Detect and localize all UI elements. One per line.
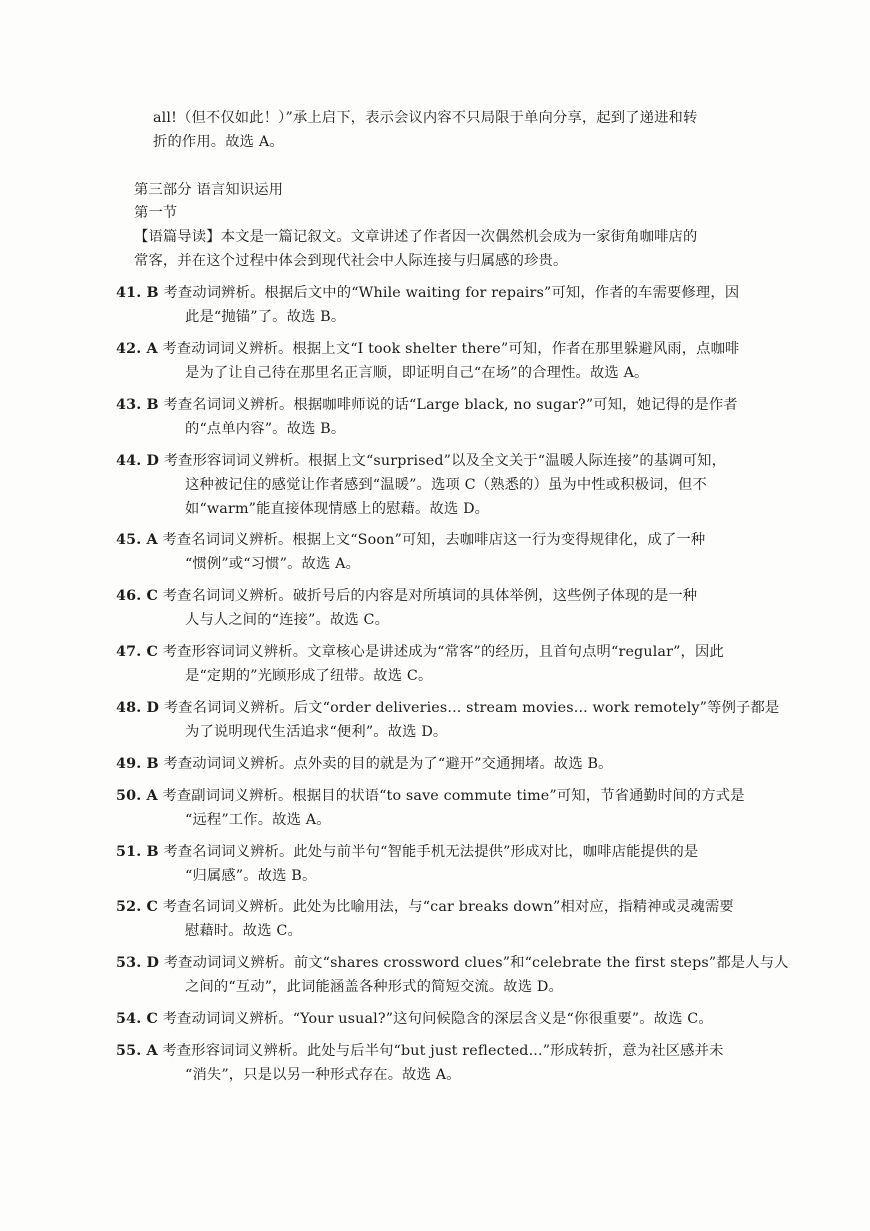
answer-48-line-2: 为了说明现代生活追求“便利”。故选 D。 (185, 724, 448, 740)
answer-43-line-2: 的“点单内容”。故选 B。 (185, 421, 346, 437)
answer-49-number: 49. B (116, 756, 159, 772)
answer-42-text: 考查动词词义辨析。根据上文“I took shelter there”可知，作者在那里躲避风雨，点咖啡 (157, 341, 740, 357)
answer-53-line-1 (116, 951, 789, 975)
answer-55-number: 55. A (116, 1043, 158, 1059)
answer-53-line-2: 之间的“互动”，此词能涵盖各种形式的简短交流。故选 D。 (185, 979, 563, 995)
answer-52-line-2: 慰藉时。故选 C。 (185, 923, 302, 939)
answer-53-number: 53. D (116, 955, 159, 971)
answer-55-text: 考查形容词词义辨析。此处与后半句“but just reflected...”形成转折，意为社区感并未 (157, 1043, 724, 1059)
answer-41-line-2: 此是“抛锚”了。故选 B。 (185, 309, 346, 325)
answer-50-line-2: “远程”工作。故选 A。 (185, 812, 331, 828)
intro-line-2: 折的作用。故选 A。 (153, 134, 284, 150)
answer-44-line-3: 如“warm”能直接体现情感上的慰藉。故选 D。 (185, 501, 490, 517)
answer-46-number: 46. C (116, 588, 158, 604)
part-title: 第三部分 语言知识运用 (134, 182, 284, 198)
answer-53-text: 考查动词词义辨析。前文“shares crossword clues”和“celebrate the first steps”都是人与人 (159, 955, 789, 971)
answer-52-number: 52. C (116, 899, 158, 915)
reading-guide-label: 【语篇导读】 (134, 229, 221, 245)
answer-45-line-2: “惯例”或“习惯”。故选 A。 (185, 556, 361, 572)
answer-55-line-1 (116, 1039, 724, 1063)
answer-41-line-1 (116, 281, 739, 305)
answer-54-text: 考查动词词义辨析。“Your usual?”这句问候隐含的深层含义是“你很重要”。故选 C。 (157, 1011, 713, 1027)
answer-54-line-1 (116, 1007, 713, 1031)
answer-51-line-2: “归属感”。故选 B。 (185, 868, 317, 884)
answer-42-line-1 (116, 337, 740, 361)
sub-title: 第一节 (134, 205, 178, 221)
answer-51-number: 51. B (116, 844, 159, 860)
answer-49-text: 考查动词词义辨析。点外卖的目的就是为了“避开”交通拥堵。故选 B。 (158, 756, 613, 772)
answer-43-line-1 (116, 393, 738, 417)
answer-43-number: 43. B (116, 397, 159, 413)
answer-51-line-1 (116, 840, 698, 864)
answer-47-line-1 (116, 640, 724, 664)
answer-44-number: 44. D (116, 453, 159, 469)
answer-48-number: 48. D (116, 700, 159, 716)
answer-41-number: 41. B (116, 285, 159, 301)
answer-48-line-1 (116, 696, 779, 720)
answer-47-text: 考查形容词词义辨析。文章核心是讲述成为“常客”的经历，且首句点明“regular”，因此 (157, 644, 724, 660)
answer-46-line-2: 人与人之间的“连接”。故选 C。 (185, 612, 390, 628)
answer-49-line-1 (116, 752, 613, 776)
answer-50-number: 50. A (116, 788, 158, 804)
answer-46-text: 考查名词词义辨析。破折号后的内容是对所填词的具体举例，这些例子体现的是一种 (157, 588, 698, 604)
answer-52-text: 考查名词词义辨析。此处为比喻用法，与“car breaks down”相对应，指精神或灵魂需要 (157, 899, 734, 915)
answer-50-line-1 (116, 784, 745, 808)
answer-41-text: 考查动词辨析。根据后文中的“While waiting for repairs”可知，作者的车需要修理，因 (158, 285, 740, 301)
answer-45-line-1 (116, 528, 705, 552)
reading-guide-line-1 (134, 225, 697, 249)
answer-46-line-1 (116, 584, 697, 608)
reading-guide-line-2: 常客，并在这个过程中体会到现代社会中人际连接与归属感的珍贵。 (134, 253, 568, 269)
answer-44-line-2: 这种被记住的感觉让作者感到“温暖”。选项 C（熟悉的）虽为中性或积极词，但不 (185, 477, 707, 493)
answer-42-number: 42. A (116, 341, 158, 357)
answer-44-text: 考查形容词词义辨析。根据上文“surprised”以及全文关于“温暖人际连接”的基调可知， (159, 453, 727, 469)
answer-47-number: 47. C (116, 644, 158, 660)
answer-43-text: 考查名词词义辨析。根据咖啡师说的话“Large black, no sugar?”可知，她记得的是作者 (158, 397, 738, 413)
answer-51-text: 考查名词词义辨析。此处与前半句“智能手机无法提供”形成对比，咖啡店能提供的是 (158, 844, 699, 860)
answer-45-text: 考查名词词义辨析。根据上文“Soon”可知，去咖啡店这一行为变得规律化，成了一种 (157, 532, 706, 548)
answer-54-number: 54. C (116, 1011, 158, 1027)
answer-55-line-2: “消失”，只是以另一种形式存在。故选 A。 (185, 1067, 461, 1083)
answer-48-text: 考查名词词义辨析。后文“order deliveries... stream movies... work remotely”等例子都是 (159, 700, 780, 716)
reading-guide-text-1: 本文是一篇记叙文。文章讲述了作者因一次偶然机会成为一家街角咖啡店的 (220, 229, 698, 245)
answer-44-line-1 (116, 449, 726, 473)
answer-50-text: 考查副词词义辨析。根据目的状语“to save commute time”可知，节省通勤时间的方式是 (157, 788, 745, 804)
answer-45-number: 45. A (116, 532, 158, 548)
answer-47-line-2: 是“定期的”光顾形成了纽带。故选 C。 (185, 668, 433, 684)
answer-42-line-2: 是为了让自己待在那里名正言顺，即证明自己“在场”的合理性。故选 A。 (185, 365, 649, 381)
intro-line-1: all!（但不仅如此！）”承上启下，表示会议内容不只局限于单向分享，起到了递进和转 (153, 110, 698, 126)
answer-52-line-1 (116, 895, 734, 919)
